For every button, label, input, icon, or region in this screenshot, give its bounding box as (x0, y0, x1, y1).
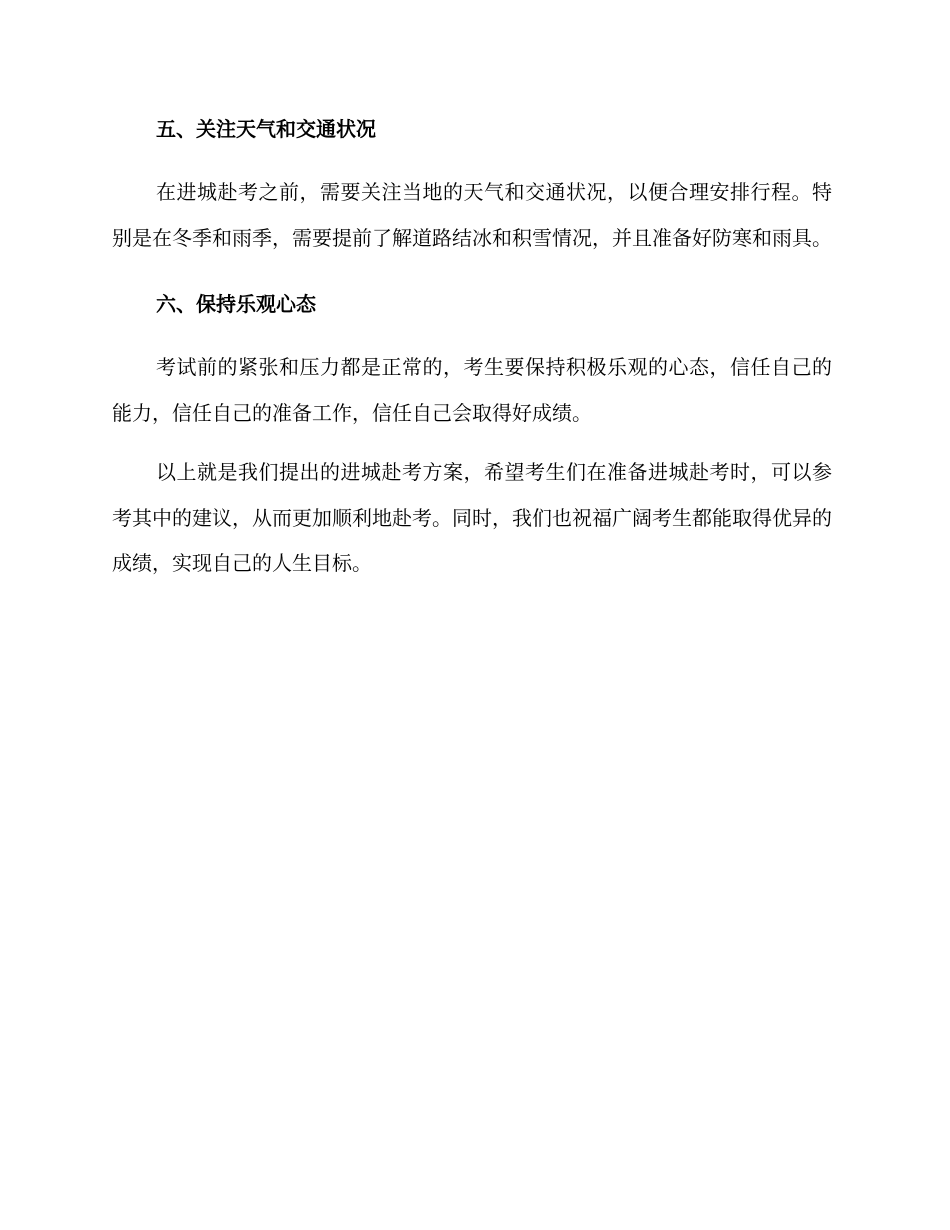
section-paragraph-mindset: 考试前的紧张和压力都是正常的，考生要保持积极乐观的心态，信任自己的能力，信任自己的准备工作，信任自己会取得好成绩。 (112, 355, 832, 425)
closing-paragraph: 以上就是我们提出的进城赴考方案，希望考生们在准备进城赴考时，可以参考其中的建议，从而更加顺利地赴考。同时，我们也祝福广阔考生都能取得优异的成绩，实现自己的人生目标。 (112, 460, 832, 575)
section-heading-weather: 五、关注天气和交通状况 (156, 117, 376, 141)
section-heading-mindset: 六、保持乐观心态 (156, 292, 316, 316)
document-body (112, 112, 832, 587)
section-paragraph-weather: 在进城赴考之前，需要关注当地的天气和交通状况，以便合理安排行程。特别是在冬季和雨季，需要提前了解道路结冰和积雪情况，并且准备好防寒和雨具。 (112, 180, 832, 250)
